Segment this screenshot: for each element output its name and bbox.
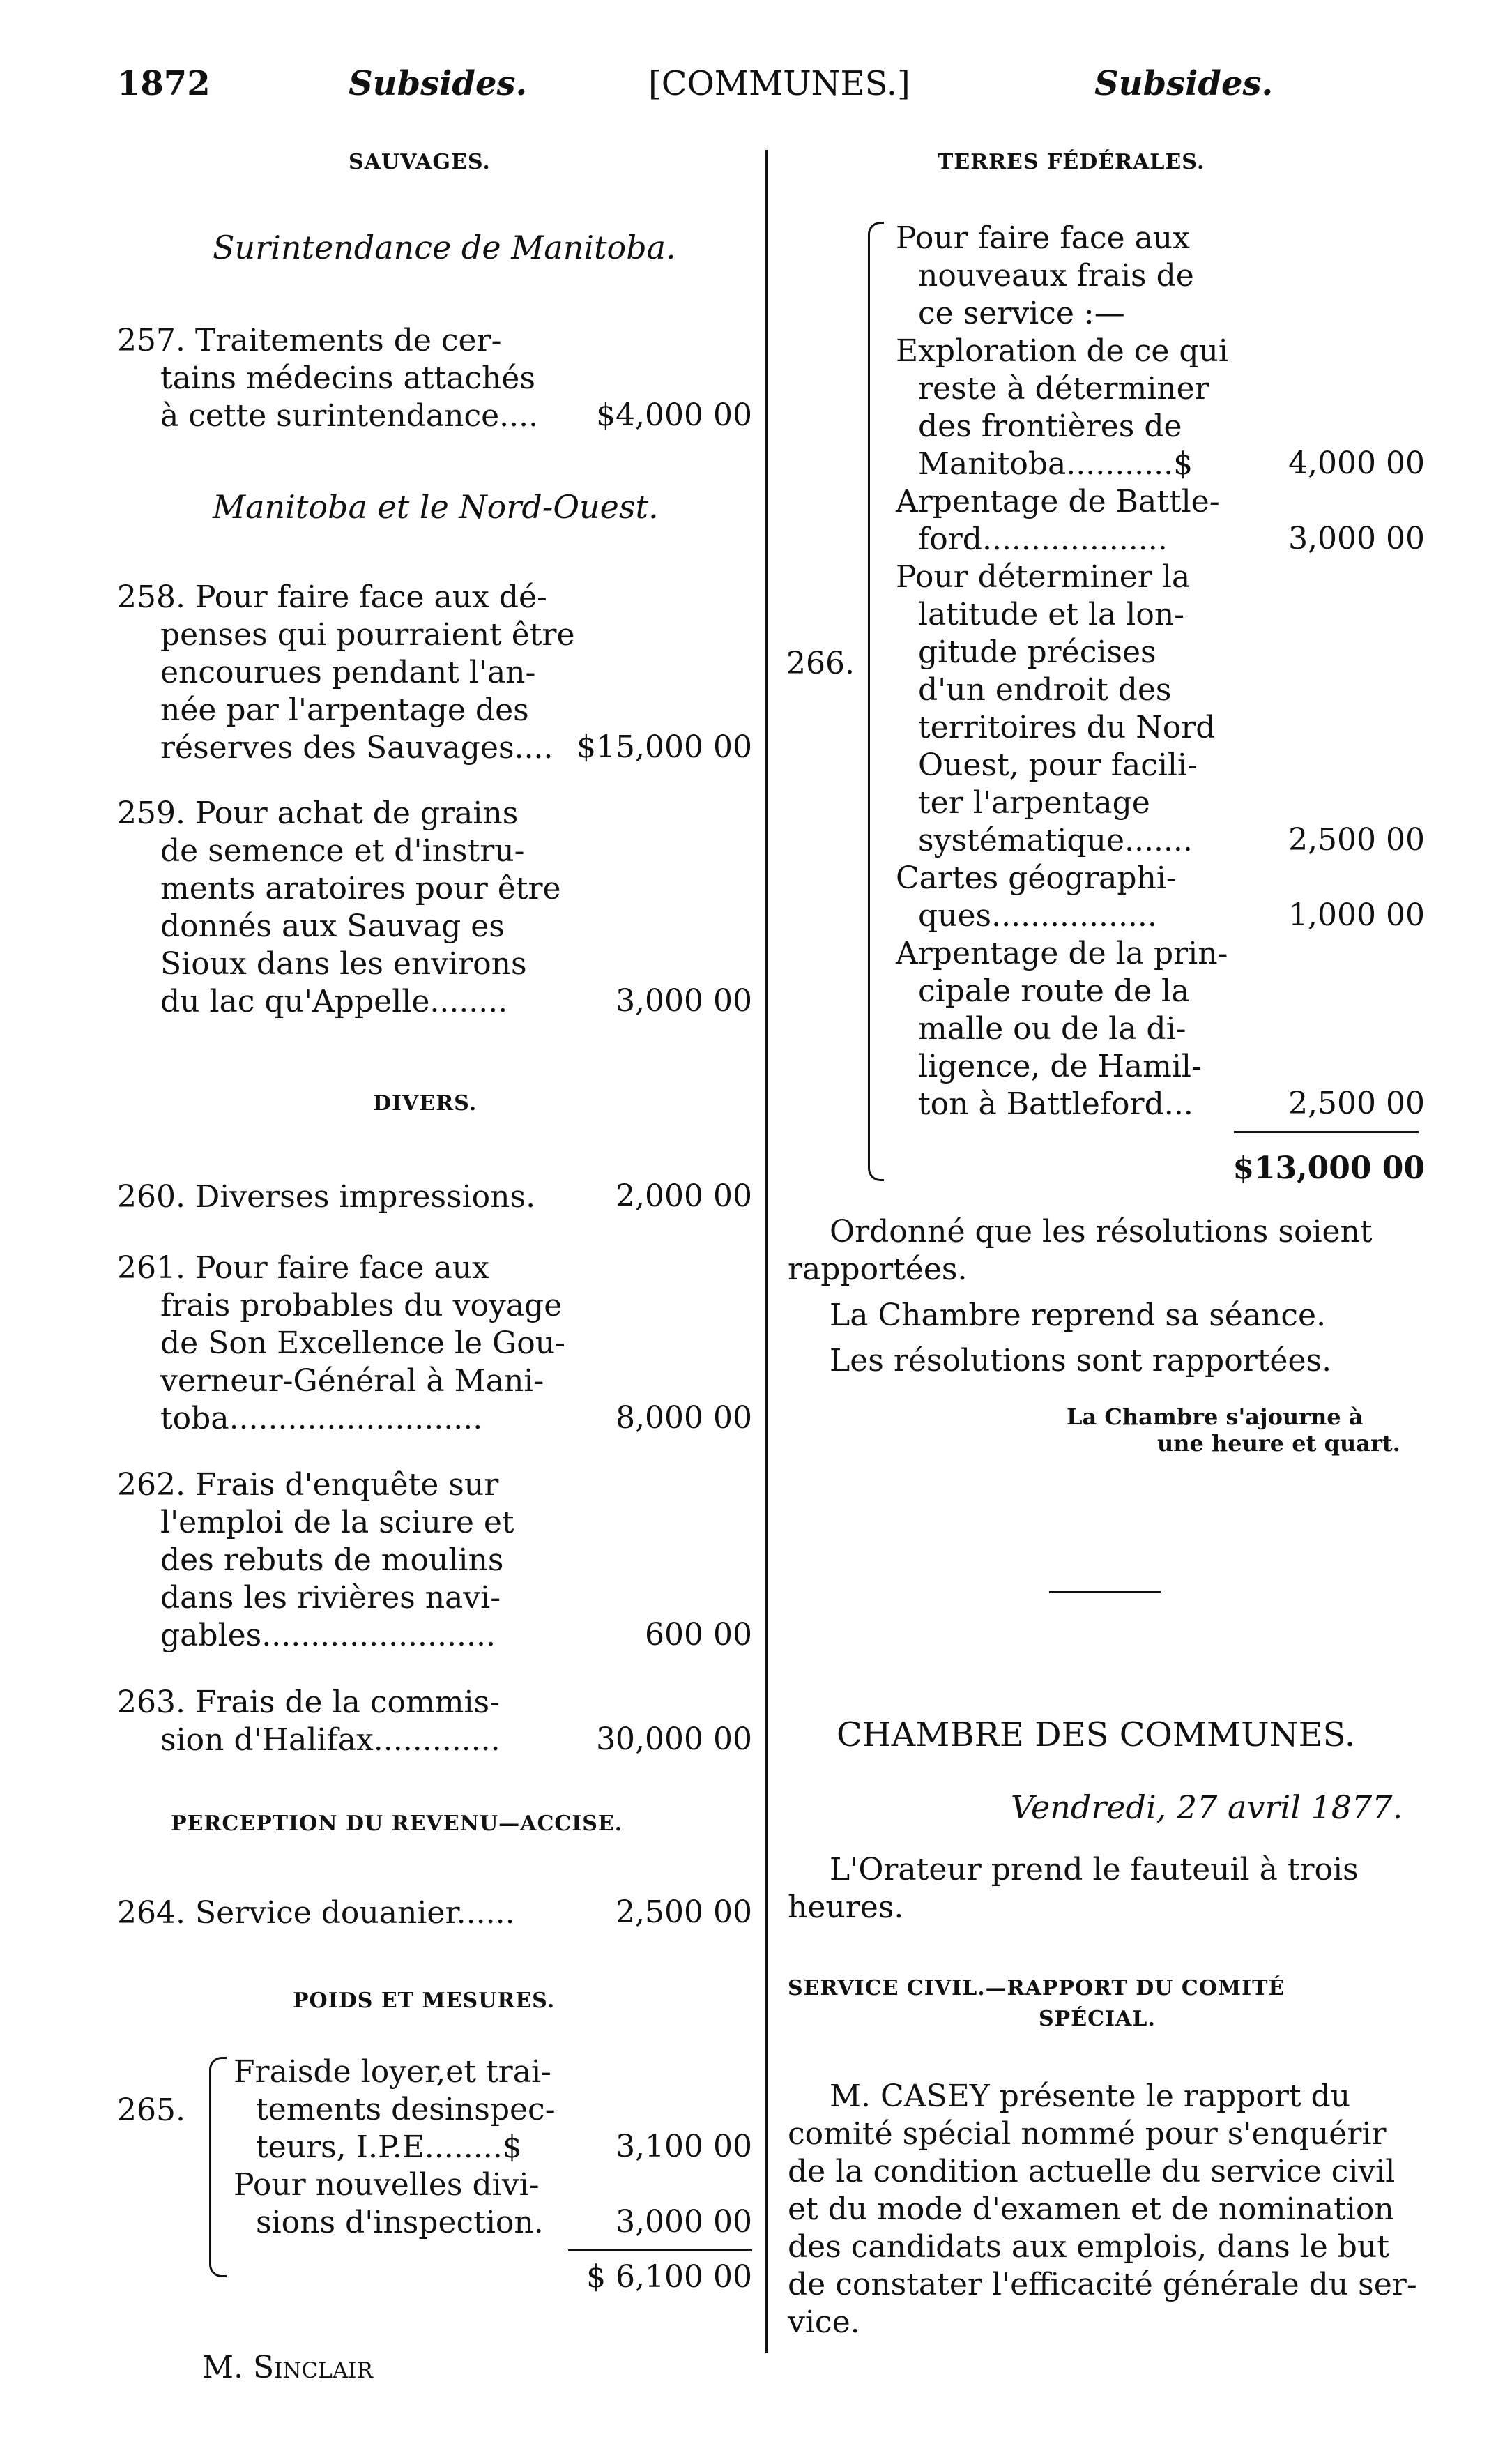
running-title-center: [COMMUNES.]: [648, 64, 910, 103]
paragraph-reprend: La Chambre reprend sa séance.: [830, 1298, 1327, 1333]
item-260: 260. Diverses impressions.: [117, 1179, 536, 1215]
running-title-left: Subsides.: [349, 64, 528, 103]
paragraph-orateur: L'Orateur prend le fauteuil à trois heures.: [788, 1852, 1359, 1925]
amount-266-total: $13,000 00: [1232, 1150, 1425, 1186]
item-266-sub3: Pour déterminer la latitude et la lon- gitude précises d'un endroit des territoires du Nord Ouest, pour facili- ter l'arpentage systématique.......: [896, 559, 1216, 858]
item-266-intro: Pour faire face aux nouveaux frais de ce service :—: [896, 220, 1194, 331]
rule-265-total: [568, 2249, 752, 2251]
amount-266-sub5: 2,500 00: [1288, 1086, 1425, 1121]
rule-266-total: [1234, 1131, 1419, 1133]
heading-manitoba-nord-ouest: Manitoba et le Nord-Ouest.: [213, 488, 659, 526]
heading-terres-federales: TERRES FÉDÉRALES.: [938, 150, 1205, 174]
amount-259: 3,000 00: [616, 983, 752, 1019]
brace-266: [868, 222, 884, 1181]
chambre-title: CHAMBRE DES COMMUNES.: [837, 1715, 1356, 1754]
session-date: Vendredi, 27 avril 1877.: [1011, 1788, 1403, 1826]
running-title-right: Subsides.: [1094, 64, 1274, 103]
amount-260: 2,000 00: [616, 1178, 752, 1214]
heading-divers: DIVERS.: [373, 1091, 478, 1116]
item-266-number: 266.: [786, 646, 855, 681]
paragraph-casey: M. CASEY présente le rapport du comité spécial nommé pour s'enquérir de la condition actuelle du service civil et du mode d'examen et de nomination des candidats aux emplois, dans le but de constater l'efficacité générale du ser- vice.: [788, 2079, 1417, 2340]
item-261: 261. Pour faire face aux frais probables du voyage de Son Excellence le Gou- verneur-Général à Mani- toba..........................: [117, 1250, 565, 1436]
item-265-sub2: Pour nouvelles divi- sions d'inspection.: [234, 2167, 544, 2240]
amount-266-sub1: 4,000 00: [1288, 446, 1425, 481]
heading-sauvages: SAUVAGES.: [349, 150, 491, 174]
page-year: 1872: [117, 64, 211, 103]
adjourn-note: La Chambre s'ajourne à une heure et quart.: [1067, 1404, 1400, 1457]
amount-258: $15,000 00: [576, 729, 752, 765]
amount-264: 2,500 00: [616, 1894, 752, 1930]
item-257: 257. Traitements de cer- tains médecins attachés à cette surintendance....: [117, 323, 539, 434]
heading-surintendance-manitoba: Surintendance de Manitoba.: [213, 229, 676, 266]
amount-266-sub2: 3,000 00: [1288, 521, 1425, 556]
heading-service-civil: SERVICE CIVIL.—RAPPORT DU COMITÉ SPÉCIAL.: [788, 1976, 1285, 2031]
heading-poids-mesures: POIDS ET MESURES.: [293, 1989, 556, 2013]
paragraph-rapportees: Les résolutions sont rapportées.: [830, 1343, 1332, 1378]
amount-263: 30,000 00: [596, 1722, 752, 1757]
item-262: 262. Frais d'enquête sur l'emploi de la sciure et des rebuts de moulins dans les rivières navi- gables........................: [117, 1467, 514, 1653]
item-263: 263. Frais de la commis- sion d'Halifax.............: [117, 1685, 501, 1758]
amount-262: 600 00: [645, 1617, 752, 1652]
column-divider: [765, 150, 768, 2353]
amount-261: 8,000 00: [616, 1400, 752, 1436]
amount-265-total: $ 6,100 00: [586, 2259, 752, 2295]
item-265-number: 265.: [117, 2092, 185, 2128]
item-266-sub5: Arpentage de la prin- cipale route de la malle ou de la di- ligence, de Hamil- ton à Battleford...: [896, 936, 1228, 1122]
heading-perception: PERCEPTION DU REVENU—ACCISE.: [171, 1811, 623, 1836]
amount-257: $4,000 00: [596, 397, 752, 433]
amount-266-sub3: 2,500 00: [1288, 822, 1425, 858]
brace-265: [209, 2057, 227, 2277]
amount-265-sub1: 3,100 00: [616, 2129, 752, 2164]
item-264: 264. Service douanier......: [117, 1895, 515, 1931]
item-266-sub2: Arpentage de Battle- ford...................: [896, 484, 1220, 557]
item-266-sub4: Cartes géographi- ques.................: [896, 860, 1177, 934]
item-258: 258. Pour faire face aux dé- penses qui pourraient être encourues pendant l'an- née par l'arpentage des réserves des Sauvages....: [117, 579, 575, 766]
item-259: 259. Pour achat de grains de semence et d'instru- ments aratoires pour être donnés aux Sauvag es Sioux dans les environs du lac qu'Appelle........: [117, 796, 561, 1019]
amount-266-sub4: 1,000 00: [1288, 897, 1425, 933]
signature-sinclair: M. Sinclair: [202, 2350, 373, 2385]
amount-265-sub2: 3,000 00: [616, 2204, 752, 2240]
paragraph-ordonne: Ordonné que les résolutions soient rapportées.: [788, 1214, 1373, 1287]
item-265-sub1: Fraisde loyer,et trai- tements desinspec- teurs, I.P.E........$: [234, 2054, 556, 2165]
section-rule: [1049, 1591, 1161, 1593]
item-266-sub1: Exploration de ce qui reste à déterminer des frontières de Manitoba...........$: [896, 333, 1228, 482]
